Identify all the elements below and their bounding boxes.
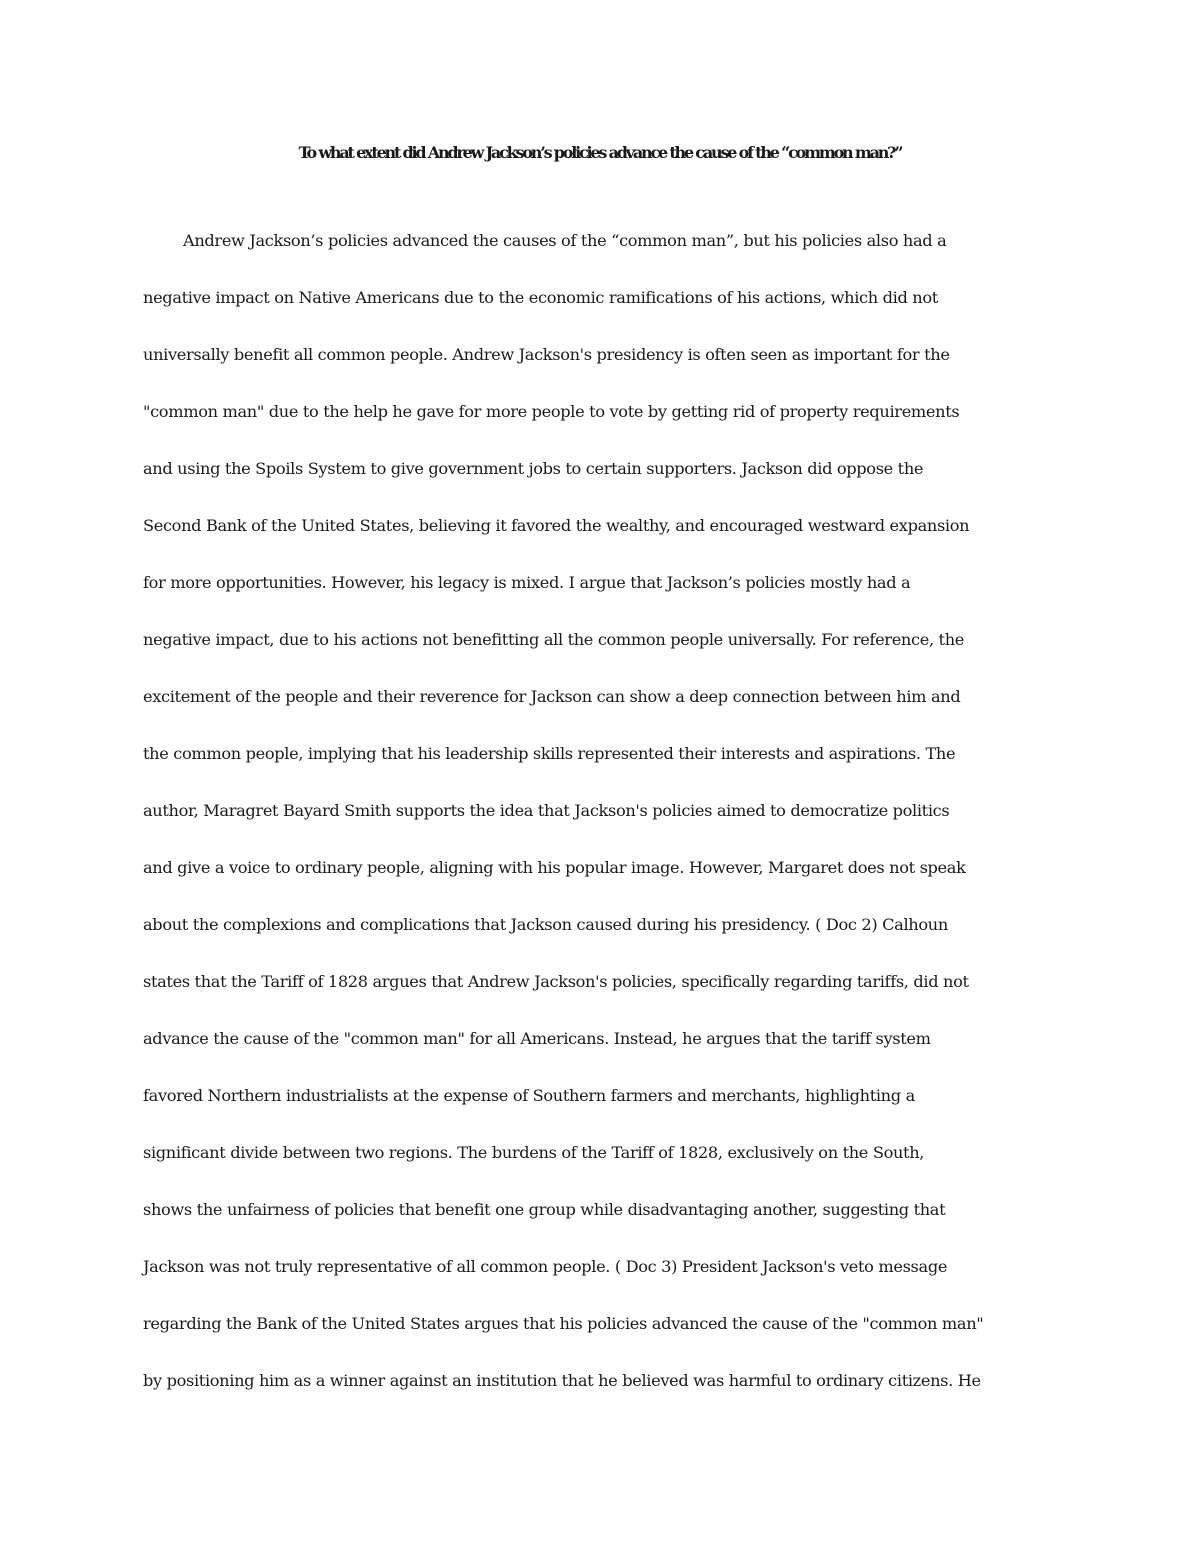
paragraph-line: universally benefit all common people. Andrew Jackson's presidency is often seen as important for the <box>143 345 950 364</box>
paragraph-line: Andrew Jackson’s policies advanced the causes of the “common man”, but his policies also had a <box>183 231 947 250</box>
paragraph-line: the common people, implying that his leadership skills represented their interests and aspirations. The <box>143 744 956 763</box>
paragraph-line: and give a voice to ordinary people, aligning with his popular image. However, Margaret does not speak <box>143 858 966 877</box>
paragraph-line: Second Bank of the United States, believing it favored the wealthy, and encouraged westward expansion <box>143 516 970 535</box>
paragraph-line: shows the unfairness of policies that benefit one group while disadvantaging another, suggesting that <box>143 1200 946 1219</box>
paragraph-line: and using the Spoils System to give government jobs to certain supporters. Jackson did oppose the <box>143 459 924 478</box>
paragraph-line: "common man" due to the help he gave for more people to vote by getting rid of property requirements <box>143 402 960 421</box>
paragraph-line: for more opportunities. However, his legacy is mixed. I argue that Jackson’s policies mostly had a <box>143 573 911 592</box>
paragraph-line: advance the cause of the "common man" for all Americans. Instead, he argues that the tariff system <box>143 1029 931 1048</box>
paragraph-line: states that the Tariff of 1828 argues that Andrew Jackson's policies, specifically regarding tariffs, did not <box>143 972 969 991</box>
paragraph-line: by positioning him as a winner against an institution that he believed was harmful to ordinary citizens. He <box>143 1371 981 1390</box>
paragraph-line: favored Northern industrialists at the expense of Southern farmers and merchants, highlighting a <box>143 1086 915 1105</box>
paragraph-line: negative impact on Native Americans due to the economic ramifications of his actions, which did not <box>143 288 938 307</box>
essay-title: To what extent did Andrew Jackson’s policies advance the cause of the “common man?” <box>298 143 902 162</box>
paragraph-line: Jackson was not truly representative of all common people. ( Doc 3) President Jackson's veto message <box>143 1257 948 1276</box>
paragraph-line: negative impact, due to his actions not benefitting all the common people universally. For reference, the <box>143 630 964 649</box>
paragraph-line: regarding the Bank of the United States argues that his policies advanced the cause of the "common man" <box>143 1314 984 1333</box>
paragraph-line: excitement of the people and their reverence for Jackson can show a deep connection between him and <box>143 687 961 706</box>
paragraph-line: author, Maragret Bayard Smith supports the idea that Jackson's policies aimed to democratize politics <box>143 801 950 820</box>
paragraph-line: significant divide between two regions. The burdens of the Tariff of 1828, exclusively on the South, <box>143 1143 925 1162</box>
paragraph-line: about the complexions and complications that Jackson caused during his presidency. ( Doc 2) Calhoun <box>143 915 948 934</box>
